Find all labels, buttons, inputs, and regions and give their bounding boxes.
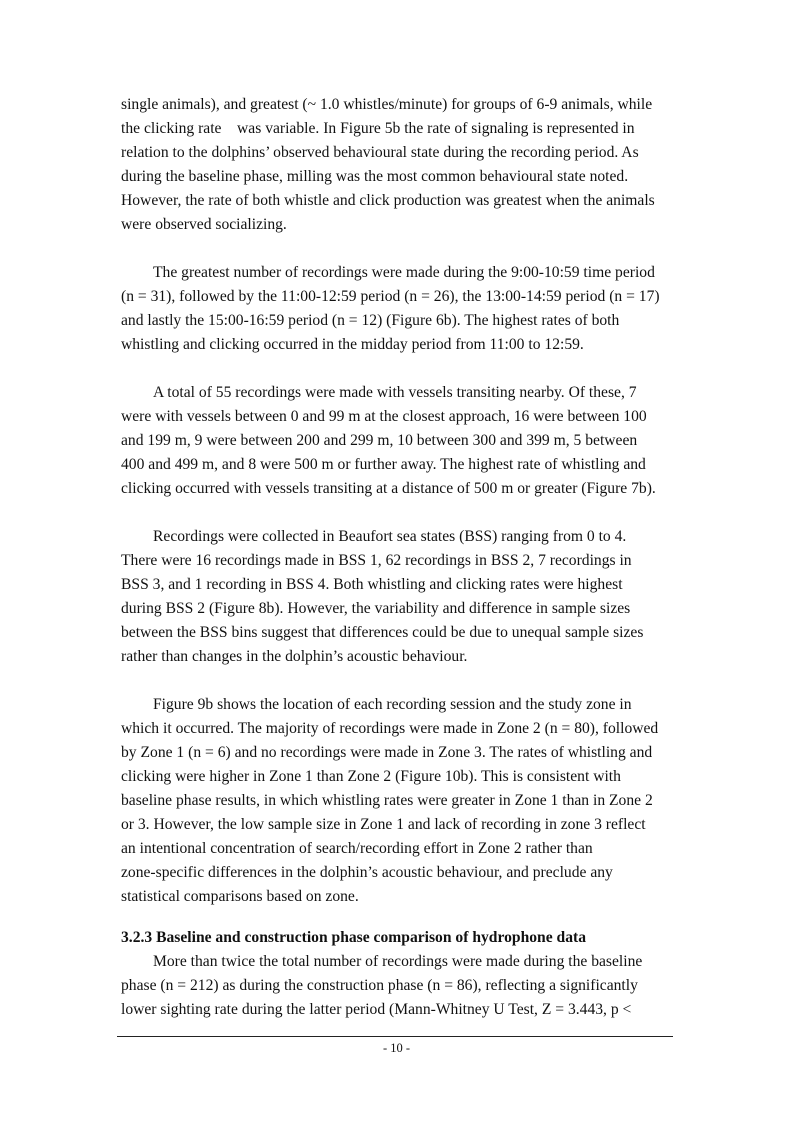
text-line: The greatest number of recordings were made during the 9:00-10:59 time period: [153, 264, 655, 281]
text-line: zone-specific differences in the dolphin’s acoustic behaviour, and preclude any: [121, 864, 613, 881]
text-line: rather than changes in the dolphin’s acoustic behaviour.: [121, 648, 468, 665]
page-number: - 10 -: [382, 1041, 411, 1055]
text-line: which it occurred. The majority of recordings were made in Zone 2 (n = 80), followed: [121, 720, 659, 737]
text-line: A total of 55 recordings were made with vessels transiting nearby. Of these, 7: [153, 384, 637, 401]
text-line: or 3. However, the low sample size in Zone 1 and lack of recording in zone 3 reflect: [121, 816, 646, 833]
paragraph-group-vessels: [121, 381, 681, 501]
text-line: and lastly the 15:00-16:59 period (n = 12) (Figure 6b). The highest rates of both: [121, 312, 620, 329]
text-line: clicking were higher in Zone 1 than Zone 2 (Figure 10b). This is consistent with: [121, 768, 621, 785]
paragraph-group-sea-state: [121, 525, 681, 669]
text-line: were observed socializing.: [121, 216, 287, 233]
text-line: and 199 m, 9 were between 200 and 299 m, 10 between 300 and 399 m, 5 between: [121, 432, 638, 449]
text-line: during BSS 2 (Figure 8b). However, the variability and difference in sample sizes: [121, 600, 631, 617]
paragraph-group-zones: [121, 693, 681, 909]
text-line: whistling and clicking occurred in the midday period from 11:00 to 12:59.: [121, 336, 584, 353]
paragraph-group-time: [121, 261, 681, 357]
text-line: Figure 9b shows the location of each recording session and the study zone in: [153, 696, 632, 713]
text-line: However, the rate of both whistle and click production was greatest when the animals: [121, 192, 655, 209]
text-line: by Zone 1 (n = 6) and no recordings were made in Zone 3. The rates of whistling and: [121, 744, 653, 761]
text-line: lower sighting rate during the latter period (Mann-Whitney U Test, Z = 3.443, p <: [121, 1001, 632, 1018]
text-line: statistical comparisons based on zone.: [121, 888, 359, 905]
paragraph-vessels: [121, 381, 681, 501]
paragraph-time-period: [121, 261, 681, 357]
text-line: single animals), and greatest (~ 1.0 whistles/minute) for groups of 6-9 animals, while: [121, 96, 653, 113]
text-line: during the baseline phase, milling was the most common behavioural state noted.: [121, 168, 629, 185]
text-line: between the BSS bins suggest that differences could be due to unequal sample sizes: [121, 624, 644, 641]
text-line: an intentional concentration of search/recording effort in Zone 2 rather than: [121, 840, 593, 857]
section-heading: 3.2.3 Baseline and construction phase comparison of hydrophone data: [121, 929, 586, 946]
paragraph-behaviour: [121, 93, 681, 237]
text-line: More than twice the total number of recordings were made during the baseline: [153, 953, 643, 970]
text-line: (n = 31), followed by the 11:00-12:59 period (n = 26), the 13:00-14:59 period (n = 17): [121, 288, 660, 305]
footer-divider: [117, 1036, 673, 1037]
text-line: the clicking rate was variable. In Figure 5b the rate of signaling is represented in: [121, 120, 635, 137]
text-line: phase (n = 212) as during the construction phase (n = 86), reflecting a significantly: [121, 977, 638, 994]
paragraph-group-behaviour: [121, 93, 681, 237]
paragraph-zones: [121, 693, 681, 909]
paragraph-comparison: [121, 950, 681, 1022]
section-3-2-3: [121, 926, 681, 1022]
text-line: clicking occurred with vessels transiting at a distance of 500 m or greater (Figure 7b).: [121, 480, 656, 497]
text-line: relation to the dolphins’ observed behavioural state during the recording period. As: [121, 144, 639, 161]
text-line: BSS 3, and 1 recording in BSS 4. Both whistling and clicking rates were highest: [121, 576, 623, 593]
text-line: were with vessels between 0 and 99 m at the closest approach, 16 were between 100: [121, 408, 647, 425]
paragraph-sea-state: [121, 525, 681, 669]
text-line: 400 and 499 m, and 8 were 500 m or further away. The highest rate of whistling and: [121, 456, 646, 473]
text-line: Recordings were collected in Beaufort sea states (BSS) ranging from 0 to 4.: [153, 528, 627, 545]
text-line: baseline phase results, in which whistling rates were greater in Zone 1 than in Zone 2: [121, 792, 653, 809]
text-line: There were 16 recordings made in BSS 1, 62 recordings in BSS 2, 7 recordings in: [121, 552, 632, 569]
